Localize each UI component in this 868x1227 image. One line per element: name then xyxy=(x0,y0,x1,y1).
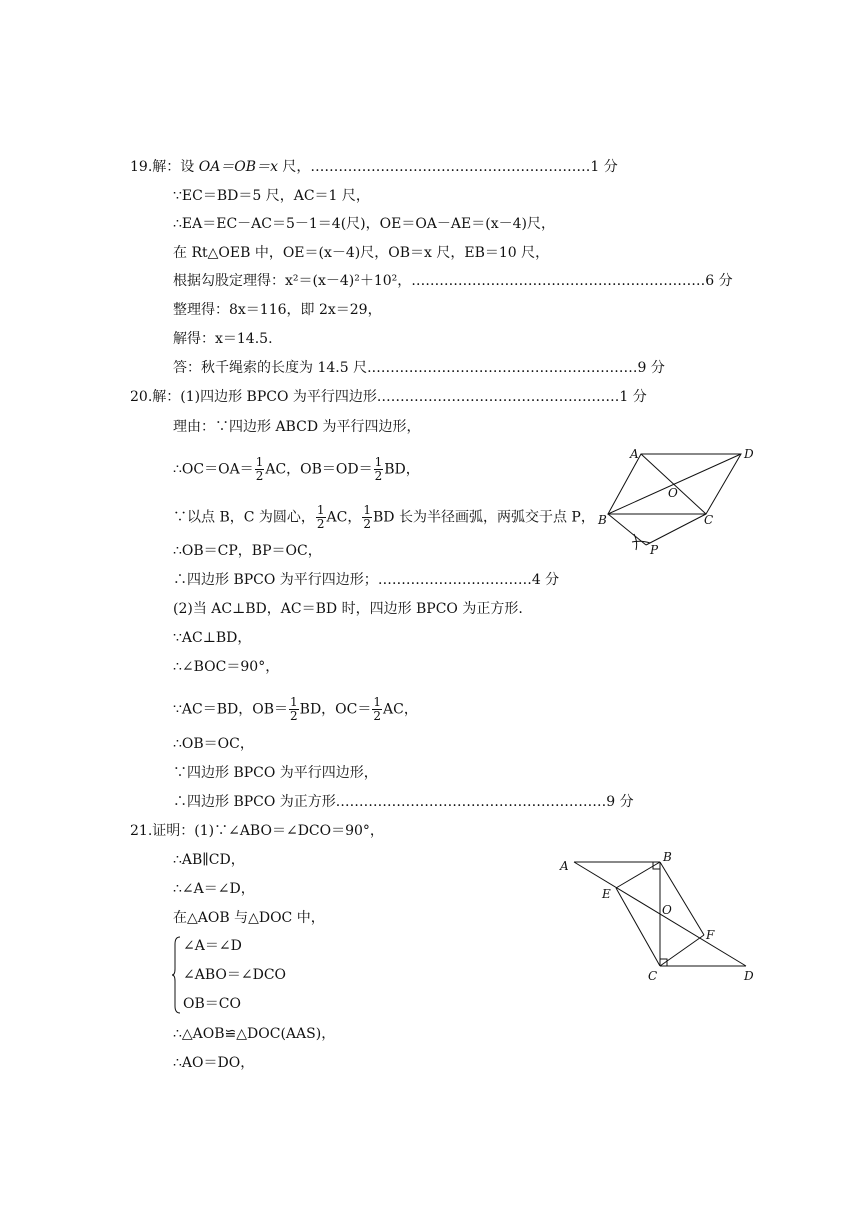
label-c: C xyxy=(704,513,714,527)
score: 9 分 xyxy=(637,360,665,376)
q20-line-3 xyxy=(173,456,420,483)
answer: 答：秋千绳索的长度为 14.5 尺. xyxy=(173,360,372,376)
leader-dots: …………………………… xyxy=(377,572,532,588)
q21-line-1: 21.证明：(1)∵∠ABO＝∠DCO＝90°， xyxy=(130,823,384,839)
label-a: A xyxy=(560,859,569,873)
fraction-half xyxy=(372,696,382,723)
text-segment: BD，OC＝ xyxy=(299,701,372,718)
diagonal-bd xyxy=(608,454,741,514)
text-segment: BD 长为半径画弧，两弧交于点 P， xyxy=(373,509,595,526)
q20-part1: 20.解：(1)四边形 BPCO 为平行四边形. xyxy=(130,389,382,405)
fraction-half xyxy=(374,456,384,483)
score: 9 分 xyxy=(606,794,634,810)
denominator: 2 xyxy=(374,469,383,483)
label-p: P xyxy=(650,543,659,557)
score: 4 分 xyxy=(531,572,560,588)
q20-line-2: 理由：∵四边形 ABCD 为平行四边形， xyxy=(173,419,421,435)
denominator: 2 xyxy=(363,517,372,531)
equation: 根据勾股定理得：x²＝(x－4)²＋10²， xyxy=(173,273,412,289)
fraction-half xyxy=(362,504,372,531)
segment-ce xyxy=(616,888,660,966)
text-segment: BD， xyxy=(384,461,420,478)
system-condition-1: ∠A＝∠D xyxy=(183,938,242,954)
numerator: 1 xyxy=(363,503,372,517)
label-c: C xyxy=(648,969,658,983)
leader-dots: …………………………………………… xyxy=(381,389,620,405)
label-a: A xyxy=(630,447,639,461)
numerator: 1 xyxy=(255,455,264,469)
label-e: E xyxy=(602,887,611,901)
q21-line-3: ∴∠A＝∠D， xyxy=(173,881,255,897)
fraction-half xyxy=(316,504,326,531)
q19-var: OA＝OB＝x xyxy=(198,159,278,175)
q21-line-2: ∴AB∥CD， xyxy=(173,852,245,868)
q20-line-1 xyxy=(130,388,647,406)
q19-line-3: ∴EA＝EC－AC＝5－1＝4(尺)，OE＝OA－AE＝(x－4)尺， xyxy=(173,216,555,232)
q19-line-6: 整理得：8x＝116，即 2x＝29， xyxy=(173,302,382,318)
q20-line-13 xyxy=(173,793,634,811)
numerator: 1 xyxy=(374,455,383,469)
text-segment: AC，OB＝OD＝ xyxy=(265,461,373,478)
numerator: 1 xyxy=(290,695,298,709)
system-condition-2: ∠ABO＝∠DCO xyxy=(183,967,287,983)
system-condition-3: OB＝CO xyxy=(183,996,241,1012)
fraction-half xyxy=(289,696,299,723)
conclusion: ∴四边形 BPCO 为正方形. xyxy=(173,794,341,810)
q21-line-5: ∴△AOB≌△DOC(AAS)， xyxy=(173,1026,336,1042)
q19-line-8 xyxy=(173,359,665,377)
label-o: O xyxy=(668,486,678,500)
score: 1 分 xyxy=(619,389,647,405)
text-segment: AC， xyxy=(326,509,362,526)
q19-unit: 尺， xyxy=(277,159,311,175)
denominator: 2 xyxy=(373,709,381,723)
q20-line-7: (2)当 AC⊥BD，AC＝BD 时，四边形 BPCO 为正方形. xyxy=(173,601,523,617)
q21-figure xyxy=(556,848,766,988)
q19-line-7: 解得：x＝14.5. xyxy=(173,331,273,347)
system-brace xyxy=(171,936,181,1014)
q20-line-11: ∴OB＝OC， xyxy=(173,736,254,752)
numerator: 1 xyxy=(373,695,381,709)
q20-line-5: ∴OB＝CP，BP＝OC， xyxy=(173,543,322,559)
label-d: D xyxy=(744,969,754,983)
q20-line-6 xyxy=(173,571,559,589)
segment-cp xyxy=(646,514,706,545)
denominator: 2 xyxy=(255,469,264,483)
q21-line-4: 在△AOB 与△DOC 中， xyxy=(173,910,325,926)
score: 6 分 xyxy=(705,273,733,289)
text-segment: ∵以点 B，C 为圆心， xyxy=(173,509,315,526)
denominator: 2 xyxy=(316,517,325,531)
q20-line-8: ∵AC⊥BD， xyxy=(173,630,252,646)
q20-line-12: ∵四边形 BPCO 为平行四边形， xyxy=(173,765,378,781)
numerator: 1 xyxy=(316,503,325,517)
q20-line-4 xyxy=(173,504,595,531)
segment-bf xyxy=(660,862,704,935)
segment-bp xyxy=(608,514,646,545)
score: 1 分 xyxy=(590,159,618,175)
q19-intro: 19.解：设 xyxy=(130,159,199,175)
conclusion: ∴四边形 BPCO 为平行四边形； xyxy=(173,572,378,588)
leader-dots: ………………………………………………… xyxy=(340,794,607,810)
q19-line-2: ∵EC＝BD＝5 尺，AC＝1 尺， xyxy=(173,188,370,204)
fraction-half xyxy=(255,456,265,483)
label-b: B xyxy=(598,513,607,527)
text-segment: ∴OC＝OA＝ xyxy=(173,461,254,478)
label-b: B xyxy=(663,850,672,864)
leader-dots: …………………………………………………… xyxy=(310,159,591,175)
q20-line-9: ∴∠BOC＝90°， xyxy=(173,659,280,675)
label-o: O xyxy=(662,903,672,917)
label-d: D xyxy=(744,447,754,461)
denominator: 2 xyxy=(290,709,298,723)
q21-line-6: ∴AO＝DO， xyxy=(173,1055,255,1071)
label-f: F xyxy=(706,928,715,942)
leader-dots: ………………………………………………… xyxy=(371,360,638,376)
leader-dots: ……………………………………………………… xyxy=(411,273,706,289)
text-segment: ∵AC＝BD，OB＝ xyxy=(173,701,289,718)
q20-line-10 xyxy=(173,696,418,723)
q19-line-1 xyxy=(130,158,618,176)
q20-parallelogram-figure xyxy=(596,442,761,562)
q19-line-4: 在 Rt△OEB 中，OE＝(x－4)尺，OB＝x 尺，EB＝10 尺， xyxy=(173,245,550,261)
arc-mark-2 xyxy=(632,541,650,543)
q19-line-5 xyxy=(173,272,733,290)
text-segment: AC， xyxy=(383,701,418,718)
